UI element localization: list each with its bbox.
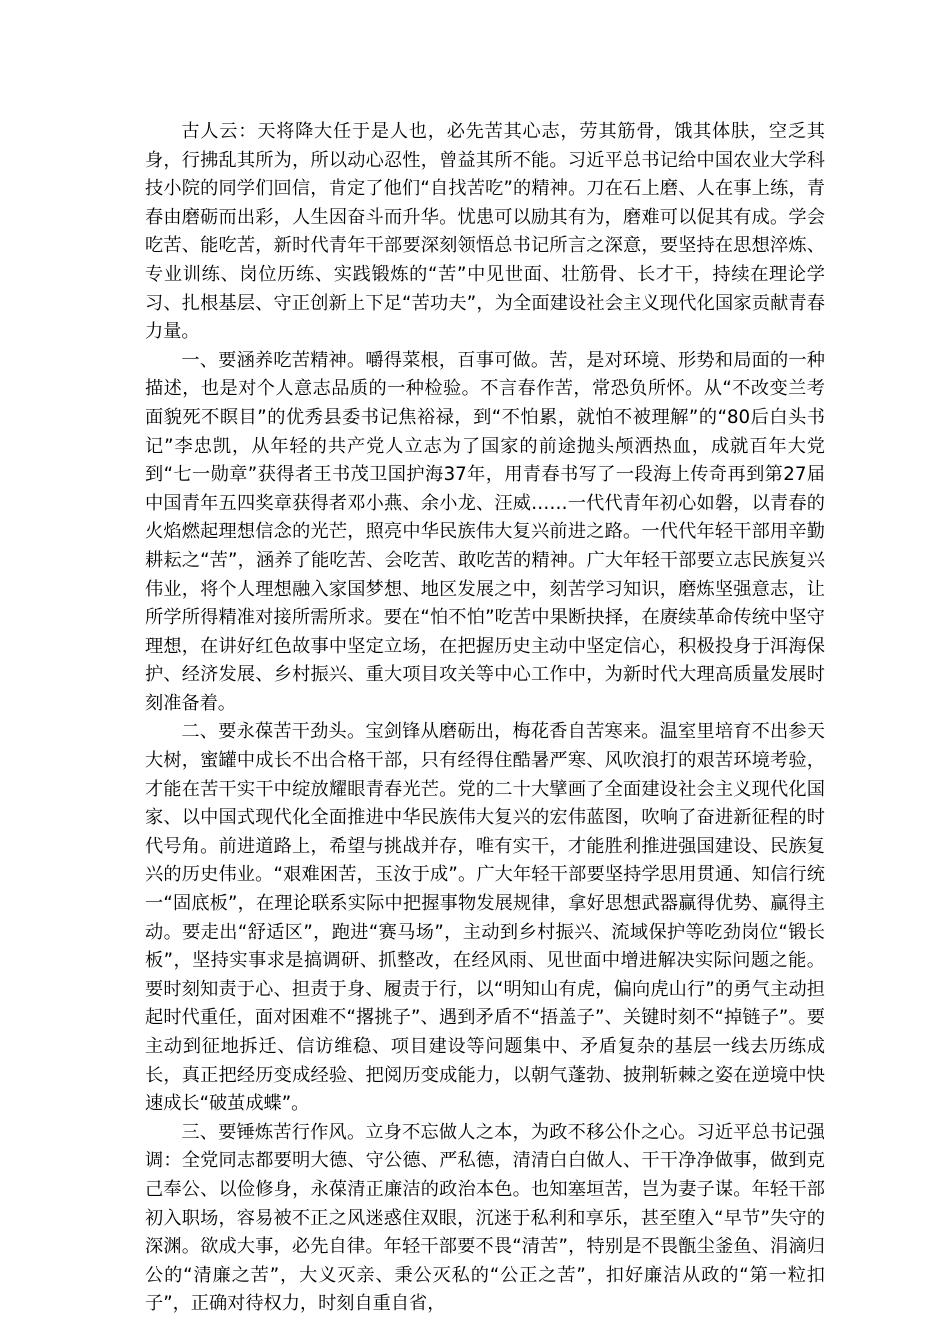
paragraph-section-2: 二、要永葆苦干劲头。宝剑锋从磨砺出，梅花香自苦寒来。温室里培育不出参天大树，蜜罐中成长不出合格干部，只有经得住酷暑严寒、风吹浪打的艰苦环境考验，才能在苦干实干中绽放耀眼青春光芒。党的二十大擘画了全面建设社会主义现代化国家、以中国式现代化全面推进中华民族伟大复兴的宏伟蓝图，吹响了奋进新征程的时代号角。前进道路上，希望与挑战并存，唯有实干，才能胜利推进强国建设、民族复兴的历史伟业。“艰难困苦，玉汝于成”。广大年轻干部要坚持学思用贯通、知信行统一“固底板”，在理论联系实际中把握事物发展规律，拿好思想武器赢得优势、赢得主动。要走出“舒适区”，跑进“赛马场”，主动到乡村振兴、流域保护等吃劲岗位“锻长板”，坚持实事求是搞调研、抓整改，在经风雨、见世面中增进解决实际问题之能。要时刻知责于心、担责于身、履责于行，以“明知山有虎，偏向虎山行”的勇气主动担起时代重任，面对困难不“撂挑子”、遇到矛盾不“捂盖子”、关键时刻不“掉链子”。要主动到征地拆迁、信访维稳、项目建设等问题集中、矛盾复杂的基层一线去历练成长，真正把经历变成经验、把阅历变成能力，以朝气蓬勃、披荆斩棘之姿在逆境中快速成长“破茧成蝶”。 — [145, 721, 825, 1115]
paragraph-section-1: 一、要涵养吃苦精神。嚼得菜根，百事可做。苦，是对环境、形势和局面的一种描述，也是对个人意志品质的一种检验。不言春作苦，常恐负所怀。从“不改变兰考面貌死不瞑目”的优秀县委书记焦裕禄，到“不怕累，就怕不被理解”的“80后白头书记”李忠凯，从年轻的共产党人立志为了国家的前途抛头颅洒热血，成就百年大党到“七一勋章”获得者王书茂卫国护海37年，用青春书写了一段海上传奇再到第27届中国青年五四奖章获得者邓小燕、余小龙、汪威……一代代青年初心如磐，以青春的火焰燃起理想信念的光芒，照亮中华民族伟大复兴前进之路。一代代年轻干部用辛勤耕耘之“苦”，涵养了能吃苦、会吃苦、敢吃苦的精神。广大年轻干部要立志民族复兴伟业，将个人理想融入家国梦想、地区发展之中，刻苦学习知识，磨炼坚强意志，让所学所得精准对接所需所求。要在“怕不怕”吃苦中果断抉择，在赓续革命传统中坚守理想，在讲好红色故事中坚定立场，在把握历史主动中坚定信心，积极投身于洱海保护、经济发展、乡村振兴、重大项目攻关等中心工作中，为新时代大理高质量发展时刻准备着。 — [145, 349, 825, 714]
paragraph-intro: 古人云：天将降大任于是人也，必先苦其心志，劳其筋骨，饿其体肤，空乏其身，行拂乱其所为，所以动心忍性，曾益其所不能。习近平总书记给中国农业大学科技小院的同学们回信，肯定了他们“自找苦吃”的精神。刀在石上磨、人在事上练，青春由磨砺而出彩，人生因奋斗而升华。忧患可以励其有为，磨难可以促其有成。学会吃苦、能吃苦，新时代青年干部要深刻领悟总书记所言之深意，要坚持在思想淬炼、专业训练、岗位历练、实践锻炼的“苦”中见世面、壮筋骨、长才干，持续在理论学习、扎根基层、守正创新上下足“苦功夫”，为全面建设社会主义现代化国家贡献青春力量。 — [145, 121, 825, 343]
document-page — [145, 118, 825, 1319]
paragraph-section-3: 三、要锤炼苦行作风。立身不忘做人之本，为政不移公仆之心。习近平总书记强调：全党同志都要明大德、守公德、严私德，清清白白做人、干干净净做事，做到克己奉公、以俭修身，永葆清正廉洁的政治本色。也知塞垣苦，岂为妻子谋。年轻干部初入职场，容易被不正之风迷惑住双眼，沉迷于私利和享乐，甚至堕入“早节”失守的深渊。欲成大事，必先自律。年轻干部要不畏“清苦”，特别是不畏甑尘釜鱼、涓滴归公的“清廉之苦”，大义灭亲、秉公灭私的“公正之苦”，扣好廉洁从政的“第一粒扣子”，正确对待权力，时刻自重自省， — [145, 1121, 825, 1315]
